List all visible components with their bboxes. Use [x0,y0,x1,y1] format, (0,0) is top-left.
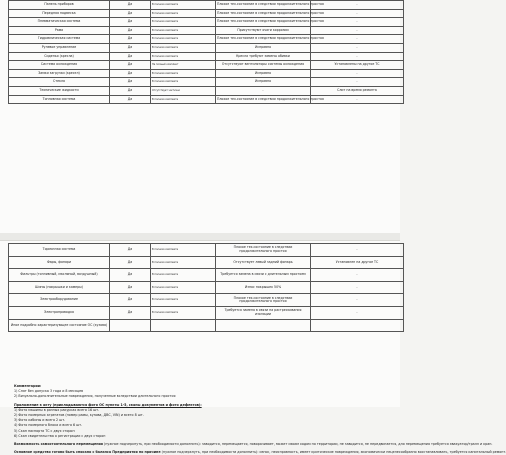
condition-remark-cell: Отсутствуют вентиляторы системы охлаждения [216,61,311,70]
component-name-cell: Рулевое управление [9,43,110,52]
completeness-cell: В полном комплекте [151,269,216,282]
completeness-cell: В полном комплекте [151,9,216,18]
component-name-cell: Панель приборов [9,1,110,10]
table-row [9,256,404,269]
component-name-cell: Пневматическая система [9,18,110,27]
movement-paragraph [14,442,493,447]
component-name-cell: Замки загрузки (кресел) [9,69,110,78]
component-name-cell: Фильтры (топливный, масляный, воздушный) [9,269,110,282]
note-cell: - [311,43,404,52]
note-cell: - [311,69,404,78]
table-row [9,1,404,10]
attachment-line: 6) Скан свидетельства о регистрации с двух сторон [14,433,106,438]
note-cell: - [311,52,404,61]
note-cell: - [311,78,404,87]
condition-remark-cell: Требуется замена в связи на растрескивания изоляции [216,306,311,319]
completeness-cell: В полном комплекте [151,69,216,78]
note-cell: - [311,26,404,35]
component-name-cell: Рама [9,26,110,35]
completeness-cell: В полном комплекте [151,18,216,27]
completeness-cell: В полном комплекте [151,1,216,10]
table-row [9,35,404,44]
component-name-cell: Тормозная система [9,244,110,257]
note-cell: - [311,95,404,104]
table-row [9,9,404,18]
table-row [9,61,404,70]
component-name-cell: Передняя подвеска [9,9,110,18]
movement-lead: Возможность самостоятельного перемещения [14,442,103,447]
completeness-cell: В полном комплекте [151,78,216,87]
condition-remark-cell: Отсутствует левый задний фонарь [216,256,311,269]
condition-remark-cell: Плохое тех.состояние в следствии продолжительного простоя [216,244,311,257]
attachment-line: 3) Фото кабины и всего 2 шт. [14,418,66,423]
attachment-line: 2) Фото номерных агрегатов (номер рамы, кузова, ДВС, VIN) и всего 8 шт. [14,413,144,418]
completeness-cell: В полном комплекте [151,306,216,319]
inspection-table-page-2 [8,243,404,332]
table-row [9,69,404,78]
table-row [9,281,404,294]
presence-cell: Да [110,244,151,257]
comment-line: 1) Снят без допуска 3 года и 8 месяцев [14,389,84,394]
comments-title: Комментарии: [14,384,42,388]
table-row [9,306,404,319]
note-cell: - [311,306,404,319]
condition-remark-cell: Кресла требуют замены обивки [216,52,311,61]
table-row [9,319,404,332]
writeoff-paragraph [14,450,506,455]
table-row [9,269,404,282]
page-separator [0,233,400,240]
completeness-cell [151,319,216,332]
component-name-cell: Сиденья (кресла) [9,52,110,61]
condition-remark-cell: Плохое тех.состояние в следствии продолжительного простоя [216,35,311,44]
presence-cell: Да [110,52,151,61]
component-name-cell: Гидравлическая система [9,35,110,44]
attachment-line: 5) Скан паспорта ТС с двух сторон [14,428,75,433]
attachments-title: Приложение к акту (прикладываются фото ОС пункты 1-5, сканы документов и фото дефектов): [14,402,202,407]
notes-section [14,384,506,455]
table-row [9,86,404,95]
completeness-cell: В полном комплекте [151,52,216,61]
completeness-cell: В полном комплекте [151,244,216,257]
condition-remark-cell: Плохое тех.состояние в следствии продолжительного простоя [216,294,311,307]
presence-cell: Да [110,294,151,307]
condition-remark-cell: Требуется замена в связи с длительным простоем [216,269,311,282]
attachment-line: 1) Фото машины в разных ракурсах всего 16 шт. [14,407,100,412]
table-row [9,294,404,307]
table-row [9,52,404,61]
completeness-cell: В полном комплекте [151,35,216,44]
condition-remark-cell: Исправно [216,69,311,78]
table-row [9,95,404,104]
attachment-line: 4) Фото номерного блока и всего 6 шт. [14,423,83,428]
note-cell [311,319,404,332]
writeoff-text: (нужное подчеркнуть, при необходимости дополнить): износ, неисправность, имеет критические повреждения, экономически нецелесообразно восстанавливать, требуется капитальный ремонт. [161,450,506,455]
note-cell: Установлены на другое ТС [311,61,404,70]
component-name-cell: Электропроводка [9,306,110,319]
document-page-2 [0,240,506,455]
presence-cell [110,319,151,332]
condition-remark-cell: Присутствуют очаги коррозии [216,26,311,35]
table-row [9,26,404,35]
completeness-cell: Отсутствует частично [151,86,216,95]
presence-cell: Да [110,61,151,70]
presence-cell: Да [110,18,151,27]
table-row [9,78,404,87]
note-cell: - [311,244,404,257]
presence-cell: Да [110,269,151,282]
completeness-cell: Не полный комплект [151,61,216,70]
presence-cell: Да [110,95,151,104]
note-cell: - [311,9,404,18]
presence-cell: Да [110,306,151,319]
component-name-cell: Стекла [9,78,110,87]
table-row [9,43,404,52]
note-cell: - [311,18,404,27]
condition-remark-cell: - [216,86,311,95]
component-name-cell: Топливная система [9,95,110,104]
completeness-cell: В полном комплекте [151,256,216,269]
completeness-cell: В полном комплекте [151,281,216,294]
table-row [9,18,404,27]
component-name-cell: Система охлаждения [9,61,110,70]
completeness-cell: В полном комплекте [151,95,216,104]
condition-remark-cell: Плохое тех.состояние в следствии продолжительного простоя [216,95,311,104]
component-name-cell: Шины (покрышки и камеры) [9,281,110,294]
note-cell: - [311,294,404,307]
presence-cell: Да [110,43,151,52]
note-cell: - [311,1,404,10]
note-cell: - [311,269,404,282]
component-name-cell: Фары, фонари [9,256,110,269]
completeness-cell: В полном комплекте [151,43,216,52]
component-name-cell: Технические жидкости [9,86,110,95]
component-name-cell: Электрооборудование [9,294,110,307]
document-page-1 [0,0,400,233]
comment-line: 2) Визуально-дополнительные повреждения, полученные вследствии длительного простоя [14,394,176,399]
presence-cell: Да [110,35,151,44]
presence-cell: Да [110,69,151,78]
presence-cell: Да [110,9,151,18]
component-name-cell: Иное подробно характеризующее состояние ОС (кузова) [9,319,110,332]
presence-cell: Да [110,281,151,294]
writeoff-lead: Основное средство готово быть списано с баланса Предприятия по причине [14,450,161,455]
movement-text: (нужное подчеркнуть, при необходимости дополнить): заводится, перемещается, поворачивает, может своим ходом по территории, не заводится, не передвигается, для перемещения требуется эвакуатор/тралл и кран. [103,442,493,447]
condition-remark-cell [216,319,311,332]
completeness-cell: В полном комплекте [151,294,216,307]
presence-cell: Да [110,86,151,95]
condition-remark-cell: Износ покрышек 50% [216,281,311,294]
presence-cell: Да [110,26,151,35]
presence-cell: Да [110,78,151,87]
presence-cell: Да [110,1,151,10]
presence-cell: Да [110,256,151,269]
condition-remark-cell: Исправно [216,43,311,52]
note-cell: - [311,281,404,294]
condition-remark-cell: Исправно [216,78,311,87]
note-cell: Установлен на другое ТС [311,256,404,269]
inspection-table-page-1 [8,0,404,104]
note-cell: Слит на время ремонта [311,86,404,95]
note-cell: - [311,35,404,44]
condition-remark-cell: Плохое тех.состояние в следствии продолжительного простоя [216,1,311,10]
completeness-cell: В полном комплекте [151,26,216,35]
condition-remark-cell: Плохое тех.состояние в следствии продолжительного простоя [216,18,311,27]
condition-remark-cell: Плохое тех.состояние в следствии продолжительного простоя [216,9,311,18]
table-row [9,244,404,257]
